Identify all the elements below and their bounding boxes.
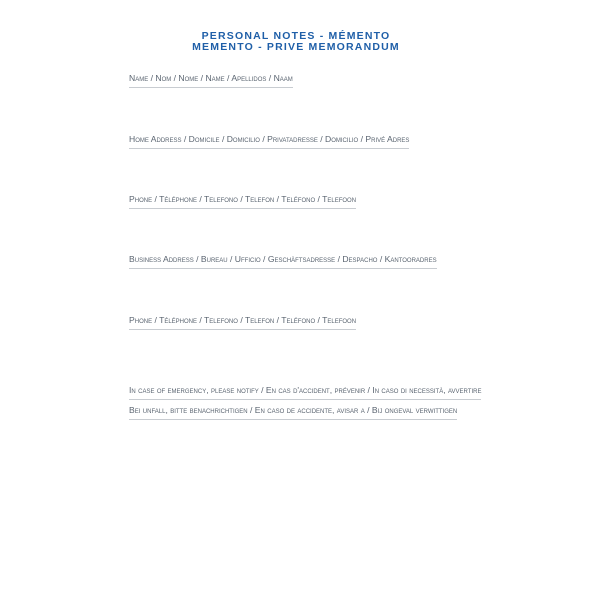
home-phone-field[interactable]: Phone / Téléphone / Telefono / Telefon / Teléfono / Telefoon [129,194,356,209]
document-title-line-1: PERSONAL NOTES - MÉMENTO [201,30,391,42]
document-title-line-2: MEMENTO - PRIVE MEMORANDUM [192,41,400,53]
business-phone-field[interactable]: Phone / Téléphone / Telefono / Telefon / Teléfono / Telefoon [129,315,356,330]
home-address-field[interactable]: Home Address / Domicile / Domicilio / Privatadresse / Domicilio / Privé Adres [129,134,409,149]
name-field[interactable]: Name / Nom / Nome / Name / Apellidos / Naam [129,73,293,88]
emergency-contact-field-2[interactable]: Bei unfall, bitte benachrichtigen / En caso de accidente, avisar a / Bij ongeval verwittigen [129,405,457,420]
emergency-contact-field-1[interactable]: In case of emergency, please notify / En cas d'accident, prévenir / In caso di necessità, avvertire [129,385,481,400]
business-address-field[interactable]: Business Address / Bureau / Ufficio / Geschäftsadresse / Despacho / Kantooradres [129,254,437,269]
